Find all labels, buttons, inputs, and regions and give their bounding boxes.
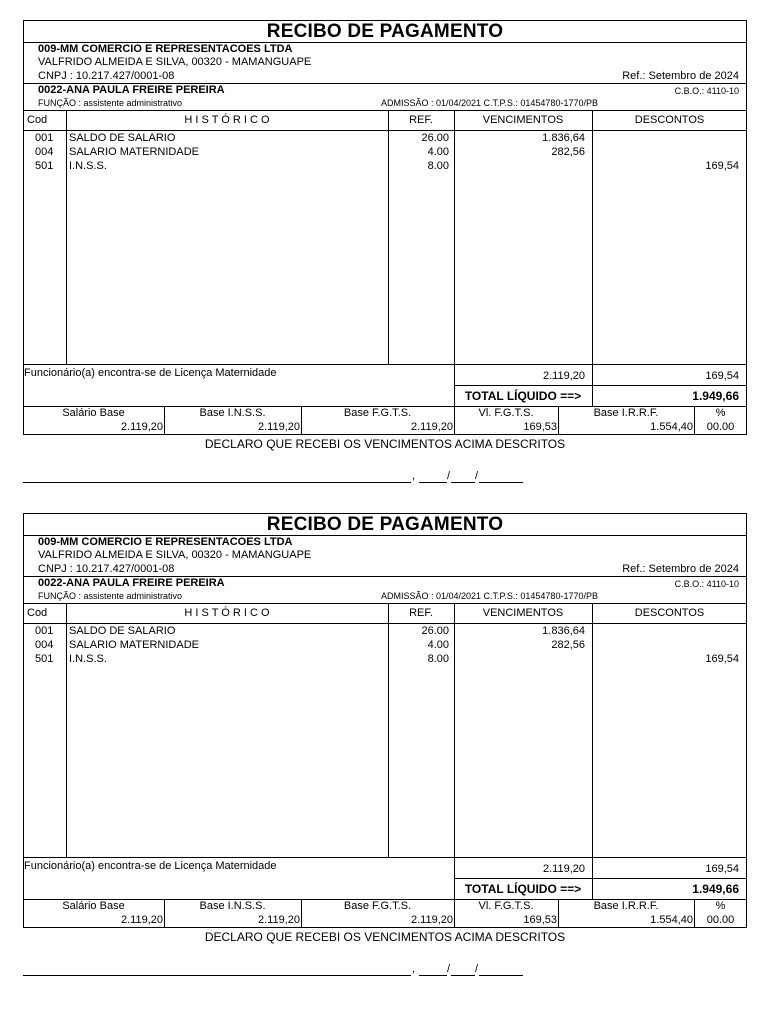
row-description: I.N.S.S. xyxy=(69,160,107,172)
header-descontos: DESCONTOS xyxy=(634,607,705,619)
row-cod: 501 xyxy=(35,160,54,172)
company-cnpj: CNPJ : 10.217.427/0001-08 xyxy=(38,70,175,82)
total-vencimentos: 2.119,20 xyxy=(542,370,585,382)
row-vencimentos: 282,56 xyxy=(551,146,585,158)
divider xyxy=(23,603,747,604)
date-separator: / xyxy=(447,963,451,975)
admission-ctps: ADMISSÃO : 01/04/2021 C.T.P.S.: 01454780-1770/PB xyxy=(381,591,598,601)
company-name: 009-MM COMERCIO E REPRESENTACOES LTDA xyxy=(38,43,293,55)
total-descontos: 169,54 xyxy=(705,863,739,875)
base-irrf-label: Base I.R.R.F. xyxy=(593,407,659,419)
date-month-line xyxy=(451,975,475,976)
base-irrf-value: 1.554,40 xyxy=(650,914,693,926)
date-month-line xyxy=(451,482,475,483)
company-address: VALFRIDO ALMEIDA E SILVA, 00320 - MAMANGUAPE xyxy=(38,56,312,68)
salario-base-value: 2.119,20 xyxy=(120,421,163,433)
row-description: SALDO DE SALARIO xyxy=(69,625,176,637)
reference-period: Ref.: Setembro de 2024 xyxy=(622,70,739,82)
row-ref: 26.00 xyxy=(421,625,449,637)
company-name: 009-MM COMERCIO E REPRESENTACOES LTDA xyxy=(38,536,293,548)
column-line xyxy=(66,603,67,857)
column-line xyxy=(388,110,389,364)
total-liquido-label: TOTAL LÍQUIDO ==> xyxy=(464,882,582,896)
row-description: SALARIO MATERNIDADE xyxy=(69,639,199,651)
vl-fgts-label: Vl. F.G.T.S. xyxy=(478,407,534,419)
date-separator: / xyxy=(475,470,479,482)
cbo-code: C.B.O.: 4110-10 xyxy=(674,579,739,589)
column-line xyxy=(592,603,593,899)
row-ref: 26.00 xyxy=(421,132,449,144)
cbo-code: C.B.O.: 4110-10 xyxy=(674,86,739,96)
divider xyxy=(454,385,747,386)
declaration-text: DECLARO QUE RECEBI OS VENCIMENTOS ACIMA DESCRITOS xyxy=(204,437,566,451)
percent-label: % xyxy=(715,407,726,419)
salario-base-label: Salário Base xyxy=(62,900,125,912)
reference-period: Ref.: Setembro de 2024 xyxy=(622,563,739,575)
date-separator: , xyxy=(412,470,416,482)
receipt-title: RECIBO DE PAGAMENTO xyxy=(266,21,504,42)
base-inss-label: Base I.N.S.S. xyxy=(199,900,266,912)
divider xyxy=(23,130,747,131)
row-cod: 001 xyxy=(35,132,54,144)
header-cod: Cod xyxy=(27,607,48,619)
date-year-line xyxy=(479,975,523,976)
column-line xyxy=(388,603,389,857)
declaration-text: DECLARO QUE RECEBI OS VENCIMENTOS ACIMA DESCRITOS xyxy=(204,930,566,944)
receipt-title: RECIBO DE PAGAMENTO xyxy=(266,514,504,535)
row-ref: 4.00 xyxy=(427,639,449,651)
date-separator: / xyxy=(475,963,479,975)
signature-line xyxy=(23,975,411,976)
divider xyxy=(23,857,747,858)
employee-name: 0022-ANA PAULA FREIRE PEREIRA xyxy=(38,84,225,96)
date-separator: , xyxy=(412,963,416,975)
base-inss-value: 2.119,20 xyxy=(257,914,300,926)
date-separator: / xyxy=(447,470,451,482)
total-liquido-label: TOTAL LÍQUIDO ==> xyxy=(464,389,582,403)
salario-base-value: 2.119,20 xyxy=(120,914,163,926)
column-line xyxy=(454,603,455,899)
column-line xyxy=(454,110,455,406)
column-line xyxy=(592,110,593,406)
maternity-leave-note: Funcionário(a) encontra-se de Licença Maternidade xyxy=(24,860,277,872)
vl-fgts-value: 169,53 xyxy=(523,421,557,433)
row-description: SALDO DE SALARIO xyxy=(69,132,176,144)
payment-receipt xyxy=(23,20,747,495)
row-description: I.N.S.S. xyxy=(69,653,107,665)
row-ref: 8.00 xyxy=(427,160,449,172)
base-fgts-label: Base F.G.T.S. xyxy=(343,900,412,912)
divider xyxy=(23,623,747,624)
percent-value: 00.00 xyxy=(706,421,735,433)
header-vencimentos: VENCIMENTOS xyxy=(482,607,564,619)
header-historico: H I S T Ó R I C O xyxy=(184,607,270,619)
divider xyxy=(23,364,747,365)
base-irrf-value: 1.554,40 xyxy=(650,421,693,433)
base-inss-value: 2.119,20 xyxy=(257,421,300,433)
percent-value: 00.00 xyxy=(706,914,735,926)
row-vencimentos: 1.836,64 xyxy=(542,625,585,637)
header-historico: H I S T Ó R I C O xyxy=(184,114,270,126)
date-year-line xyxy=(479,482,523,483)
row-cod: 004 xyxy=(35,639,54,651)
vl-fgts-value: 169,53 xyxy=(523,914,557,926)
header-descontos: DESCONTOS xyxy=(634,114,705,126)
row-descontos: 169,54 xyxy=(705,653,739,665)
percent-label: % xyxy=(715,900,726,912)
row-cod: 004 xyxy=(35,146,54,158)
date-day-line xyxy=(419,975,447,976)
employee-function: FUNÇÃO : assistente administrativo xyxy=(38,591,183,601)
column-line xyxy=(66,110,67,364)
row-vencimentos: 1.836,64 xyxy=(542,132,585,144)
header-ref: REF. xyxy=(409,607,433,619)
base-fgts-value: 2.119,20 xyxy=(410,914,453,926)
row-vencimentos: 282,56 xyxy=(551,639,585,651)
admission-ctps: ADMISSÃO : 01/04/2021 C.T.P.S.: 01454780-1770/PB xyxy=(381,98,598,108)
header-vencimentos: VENCIMENTOS xyxy=(482,114,564,126)
row-descontos: 169,54 xyxy=(705,160,739,172)
total-vencimentos: 2.119,20 xyxy=(542,863,585,875)
row-ref: 4.00 xyxy=(427,146,449,158)
base-fgts-value: 2.119,20 xyxy=(410,421,453,433)
total-descontos: 169,54 xyxy=(705,370,739,382)
employee-function: FUNÇÃO : assistente administrativo xyxy=(38,98,183,108)
total-liquido-value: 1.949,66 xyxy=(692,389,739,403)
header-cod: Cod xyxy=(27,114,48,126)
base-irrf-label: Base I.R.R.F. xyxy=(593,900,659,912)
total-liquido-value: 1.949,66 xyxy=(692,882,739,896)
row-cod: 501 xyxy=(35,653,54,665)
divider xyxy=(23,110,747,111)
company-cnpj: CNPJ : 10.217.427/0001-08 xyxy=(38,563,175,575)
vl-fgts-label: Vl. F.G.T.S. xyxy=(478,900,534,912)
maternity-leave-note: Funcionário(a) encontra-se de Licença Maternidade xyxy=(24,367,277,379)
company-address: VALFRIDO ALMEIDA E SILVA, 00320 - MAMANGUAPE xyxy=(38,549,312,561)
employee-name: 0022-ANA PAULA FREIRE PEREIRA xyxy=(38,577,225,589)
row-cod: 001 xyxy=(35,625,54,637)
payment-receipt xyxy=(23,513,747,988)
row-ref: 8.00 xyxy=(427,653,449,665)
date-day-line xyxy=(419,482,447,483)
base-inss-label: Base I.N.S.S. xyxy=(199,407,266,419)
header-ref: REF. xyxy=(409,114,433,126)
base-fgts-label: Base F.G.T.S. xyxy=(343,407,412,419)
signature-line xyxy=(23,482,411,483)
salario-base-label: Salário Base xyxy=(62,407,125,419)
divider xyxy=(454,878,747,879)
row-description: SALARIO MATERNIDADE xyxy=(69,146,199,158)
